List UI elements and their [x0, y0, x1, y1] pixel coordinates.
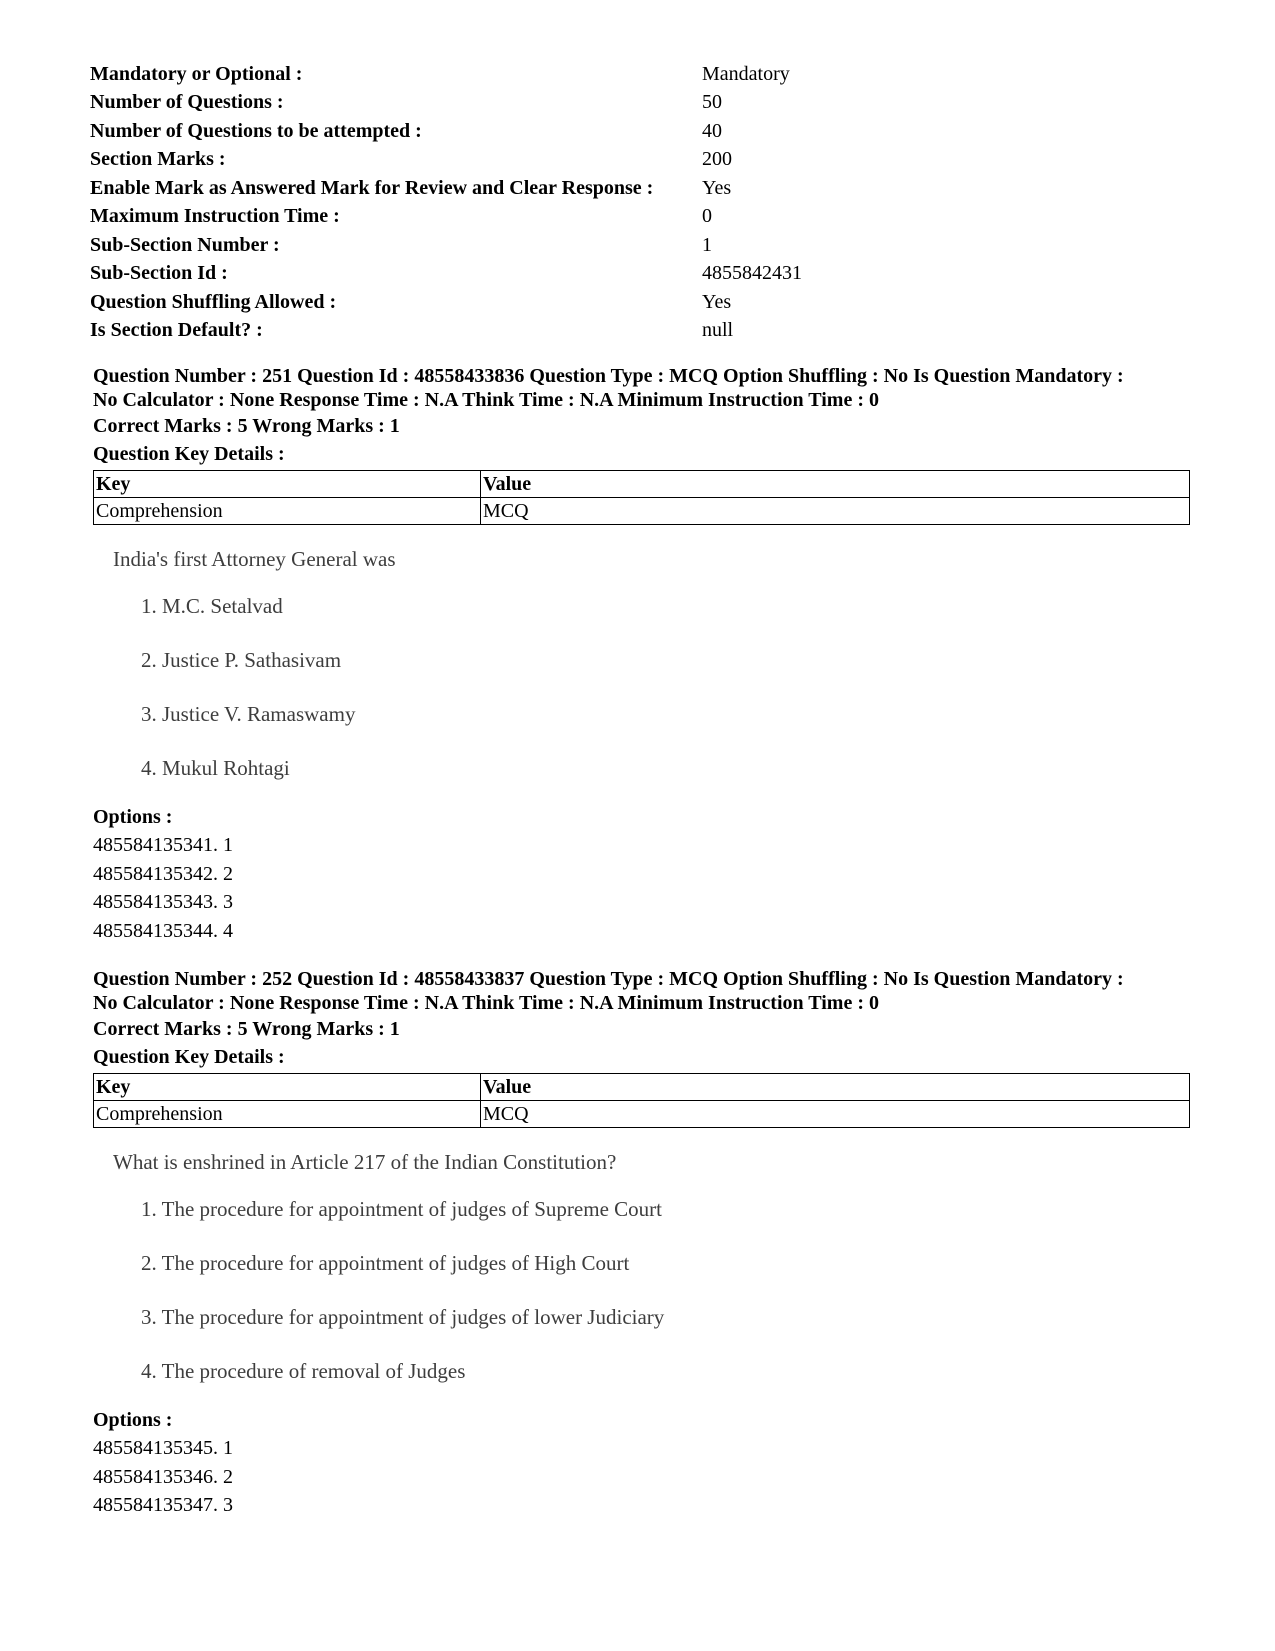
- option-id-row: 485584135345. 1: [93, 1437, 233, 1459]
- info-key: Number of Questions :: [90, 91, 284, 114]
- info-key: Enable Mark as Answered Mark for Review and Clear Response :: [90, 176, 654, 199]
- table-cell-value: MCQ: [481, 498, 1190, 525]
- info-row: [90, 288, 850, 317]
- info-row: [90, 203, 850, 232]
- question-key-details-label: Question Key Details :: [93, 443, 285, 465]
- section-info: [90, 60, 850, 345]
- info-value: Yes: [702, 176, 732, 199]
- info-value: 40: [702, 119, 722, 142]
- info-key: Sub-Section Number :: [90, 233, 280, 256]
- info-key: Maximum Instruction Time :: [90, 205, 340, 228]
- stem-option: 1. The procedure for appointment of judges of Supreme Court: [141, 1197, 662, 1221]
- table-cell-key: Comprehension: [94, 498, 481, 525]
- question-key-details-label: Question Key Details :: [93, 1046, 285, 1068]
- table-cell-key: Comprehension: [94, 1101, 481, 1128]
- question-header-line1: Question Number : 251 Question Id : 48558433836 Question Type : MCQ Option Shuffling : No Is Question Mandatory :: [93, 365, 1124, 387]
- table-header-row: [94, 471, 1190, 498]
- table-header-value: Value: [481, 471, 1190, 498]
- info-key: Mandatory or Optional :: [90, 62, 303, 85]
- stem-option: 3. The procedure for appointment of judges of lower Judiciary: [141, 1305, 665, 1329]
- question-stem-image: [93, 547, 1198, 795]
- table-cell-value: MCQ: [481, 1101, 1190, 1128]
- info-key: Question Shuffling Allowed :: [90, 290, 337, 313]
- info-value: null: [702, 319, 734, 342]
- info-value: 0: [702, 205, 712, 228]
- table-header-value: Value: [481, 1074, 1190, 1101]
- info-value: Mandatory: [702, 62, 790, 85]
- question-block: [93, 967, 1198, 1520]
- question-header-line1: Question Number : 252 Question Id : 48558433837 Question Type : MCQ Option Shuffling : No Is Question Mandatory :: [93, 968, 1124, 990]
- table-header-key: Key: [94, 1074, 481, 1101]
- info-row: [90, 89, 850, 118]
- table-row: [94, 1101, 1190, 1128]
- option-id-row: 485584135347. 3: [93, 1494, 233, 1516]
- question-block: [93, 364, 1198, 945]
- stem-option: 2. Justice P. Sathasivam: [141, 648, 342, 672]
- option-id-row: 485584135341. 1: [93, 834, 233, 856]
- info-value: 1: [702, 233, 712, 256]
- question-stem-image: [93, 1150, 1198, 1398]
- info-key: Number of Questions to be attempted :: [90, 119, 422, 142]
- info-row: [90, 174, 850, 203]
- options-label: Options :: [93, 1409, 173, 1431]
- table-header-key: Key: [94, 471, 481, 498]
- info-value: 4855842431: [702, 262, 802, 285]
- question-key-table: [93, 470, 1190, 525]
- stem-option: 1. M.C. Setalvad: [141, 594, 283, 618]
- info-row: [90, 317, 850, 346]
- info-key: Section Marks :: [90, 148, 226, 171]
- info-value: 50: [702, 91, 722, 114]
- question-stem: What is enshrined in Article 217 of the Indian Constitution?: [113, 1150, 617, 1174]
- info-row: [90, 260, 850, 289]
- info-row: [90, 117, 850, 146]
- option-id-row: 485584135344. 4: [93, 919, 233, 942]
- info-value: Yes: [702, 290, 732, 313]
- question-key-table: [93, 1073, 1190, 1128]
- option-id-row: 485584135342. 2: [93, 862, 233, 885]
- info-key: Sub-Section Id :: [90, 262, 228, 285]
- question-header-line2: No Calculator : None Response Time : N.A Think Time : N.A Minimum Instruction Time : 0: [93, 389, 879, 411]
- option-id-row: 485584135343. 3: [93, 891, 233, 913]
- info-key: Is Section Default? :: [90, 319, 263, 342]
- stem-option: 4. Mukul Rohtagi: [141, 756, 290, 780]
- table-row: [94, 498, 1190, 525]
- question-marks: Correct Marks : 5 Wrong Marks : 1: [93, 1018, 400, 1040]
- info-row: [90, 231, 850, 260]
- info-row: [90, 146, 850, 175]
- info-row: [90, 60, 850, 89]
- question-header-line2: No Calculator : None Response Time : N.A Think Time : N.A Minimum Instruction Time : 0: [93, 992, 879, 1014]
- stem-option: 4. The procedure of removal of Judges: [141, 1359, 466, 1383]
- table-header-row: [94, 1074, 1190, 1101]
- info-value: 200: [702, 148, 732, 171]
- options-label: Options :: [93, 806, 173, 828]
- stem-option: 3. Justice V. Ramaswamy: [141, 702, 356, 726]
- option-id-row: 485584135346. 2: [93, 1465, 233, 1488]
- stem-option: 2. The procedure for appointment of judges of High Court: [141, 1251, 630, 1275]
- question-stem: India's first Attorney General was: [113, 547, 396, 571]
- question-marks: Correct Marks : 5 Wrong Marks : 1: [93, 415, 400, 437]
